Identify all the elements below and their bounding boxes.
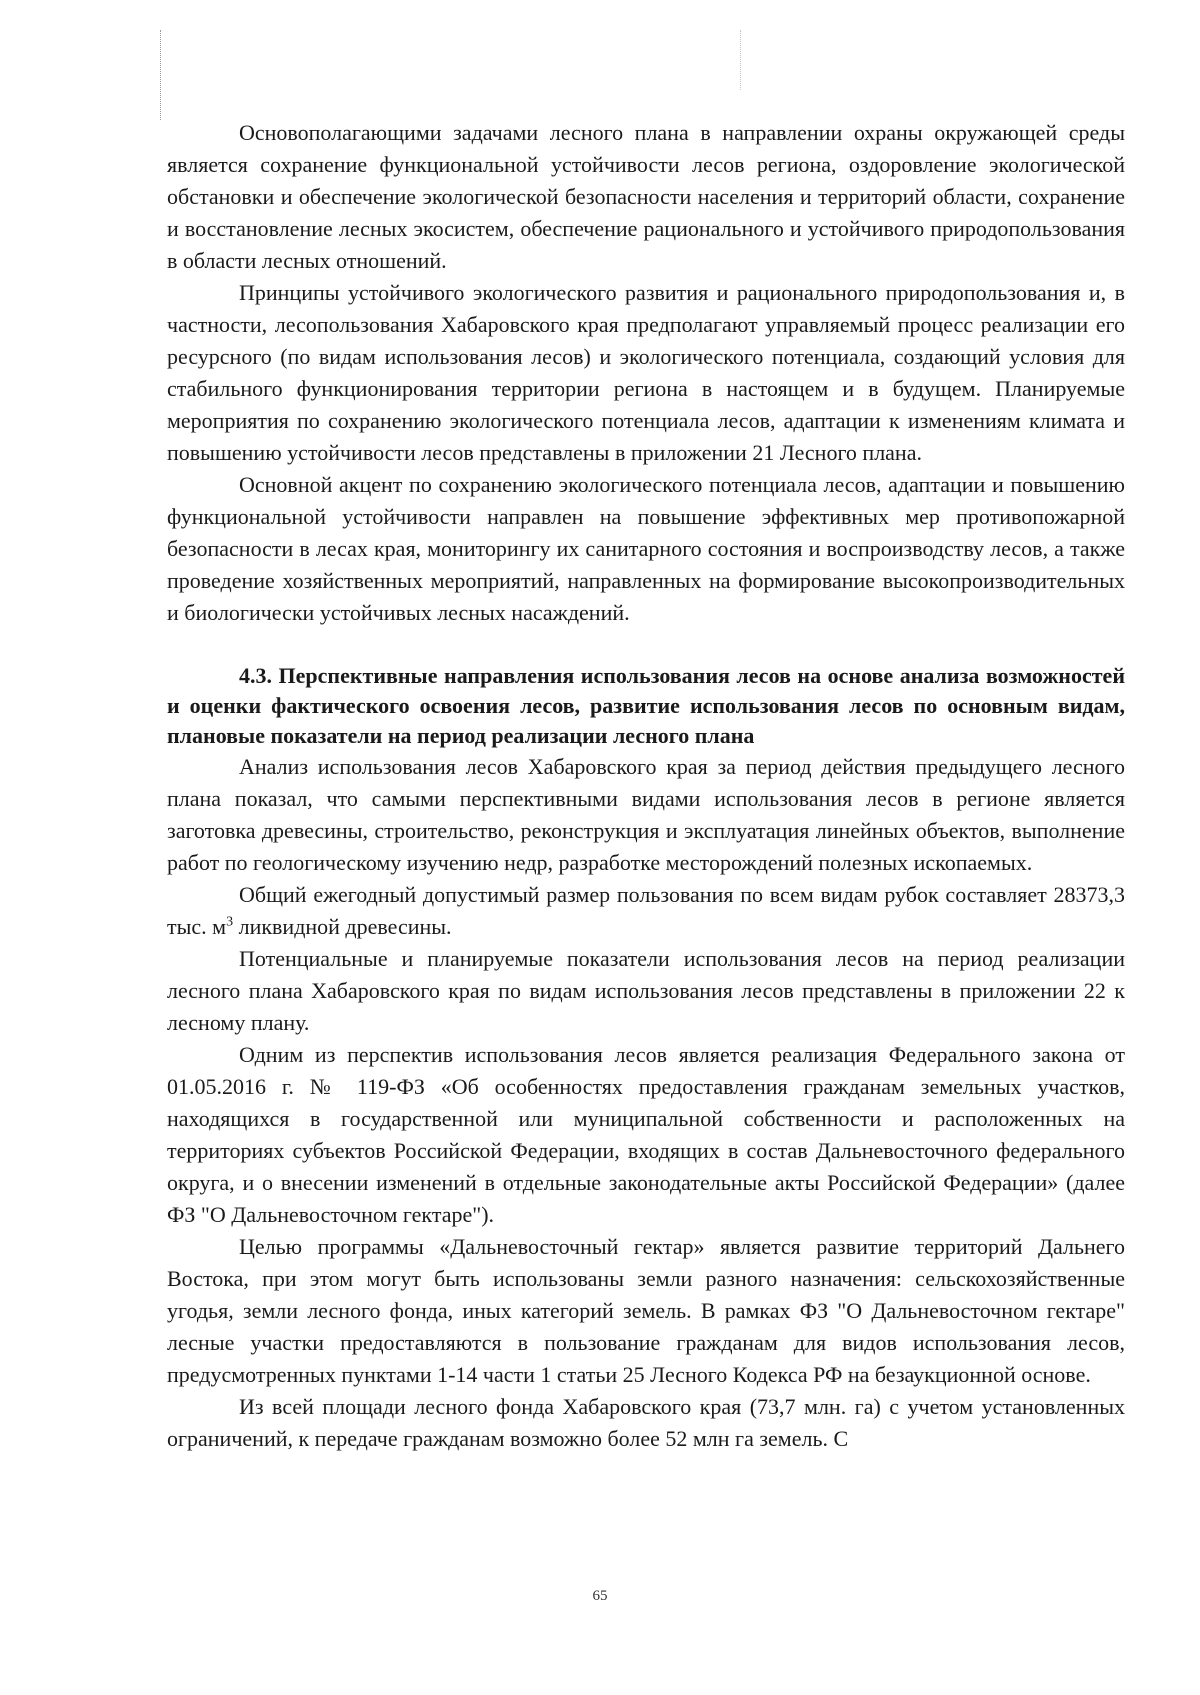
annual-volume-text: Общий ежегодный допустимый размер пользования по всем видам рубок составляет 28373,3 тыс. м (167, 882, 1125, 939)
paragraph-annual-volume (167, 879, 1125, 943)
scan-artifact-center (740, 30, 743, 90)
paragraph-environment-tasks: Основополагающими задачами лесного плана в направлении охраны окружающей среды является сохранение функциональной устойчивости лесов региона, оздоровление экологической обстановки и обеспечение экологической безопасности населения и территорий области, сохранение и восстановление лесных экосистем, обеспечение рационального и устойчивого природопользования в области лесных отношений. (167, 120, 1125, 273)
paragraph-main-focus: Основной акцент по сохранению экологического потенциала лесов, адаптации и повышению функциональной устойчивости направлен на повышение эффективных мер противопожарной безопасности в лесах края, мониторингу их санитарного состояния и воспроизводству лесов, а также проведение хозяйственных мероприятий, направленных на формирование высокопроизводительных и биологически устойчивых лесных насаждений. (167, 472, 1125, 625)
paragraph-usage-analysis: Анализ использования лесов Хабаровского края за период действия предыдущего лесного плана показал, что самыми перспективными видами использования лесов в регионе является заготовка древесины, строительство, реконструкция и эксплуатация линейных объектов, выполнение работ по геологическому изучению недр, разработке месторождений полезных ископаемых. (167, 754, 1125, 875)
scan-artifact-left (160, 30, 165, 120)
paragraph-forest-area: Из всей площади лесного фонда Хабаровского края (73,7 млн. га) с учетом установленных ограничений, к передаче гражданам возможно более 52 млн га земель. С (167, 1394, 1125, 1451)
annual-volume-tail: ликвидной древесины. (233, 914, 452, 939)
paragraph-sustainable-principles: Принципы устойчивого экологического развития и рационального природопользования и, в частности, лесопользования Хабаровского края предполагают управляемый процесс реализации его ресурсного (по видам использования лесов) и экологического потенциала, создающий условия для стабильного функционирования территории региона в настоящем и в будущем. Планируемые мероприятия по сохранению экологического потенциала лесов, адаптации к изменениям климата и повышению устойчивости лесов представлены в приложении 21 Лесного плана. (167, 280, 1125, 465)
section-heading-4-3: 4.3. Перспективные направления использования лесов на основе анализа возможностей и оценки фактического освоения лесов, развитие использования лесов по основным видам, плановые показатели на период реализации лесного плана (167, 663, 1125, 748)
paragraph-far-east-hectare: Целью программы «Дальневосточный гектар» является развитие территорий Дальнего Востока, при этом могут быть использованы земли разного назначения: сельскохозяйственные угодья, земли лесного фонда, иных категорий земель. В рамках ФЗ "О Дальневосточном гектаре" лесные участки предоставляются в пользование гражданам для видов использования лесов, предусмотренных пунктами 1-14 части 1 статьи 25 Лесного Кодекса РФ на безаукционной основе. (167, 1234, 1125, 1387)
cubic-superscript: 3 (226, 914, 234, 930)
paragraph-planned-indicators: Потенциальные и планируемые показатели использования лесов на период реализации лесного плана Хабаровского края по видам использования лесов представлены в приложении 22 к лесному плану. (167, 946, 1125, 1035)
paragraph-federal-law: Одним из перспектив использования лесов является реализация Федерального закона от 01.05.2016 г. № 119-ФЗ «Об особенностях предоставления гражданам земельных участков, находящихся в государственной или муниципальной собственности и расположенных на территориях субъектов Российской Федерации, входящих в состав Дальневосточного федерального округа, и о внесении изменений в отдельные законодательные акты Российской Федерации» (далее ФЗ "О Дальневосточном гектаре"). (167, 1042, 1125, 1227)
document-body (167, 117, 1125, 1455)
page-number: 65 (592, 1588, 608, 1604)
